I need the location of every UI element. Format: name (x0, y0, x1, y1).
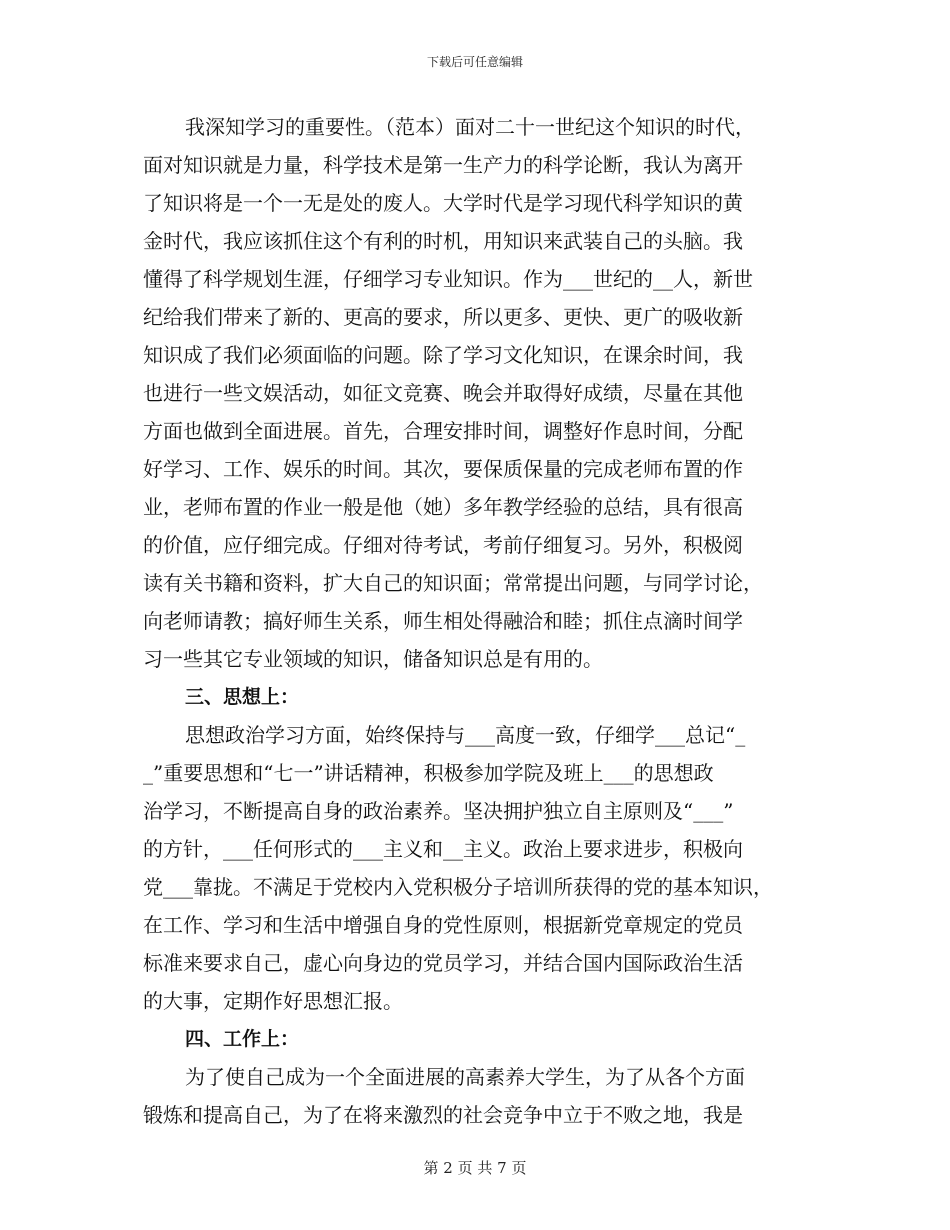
paragraph-line: 也进行一些文娱活动，如征文竞赛、晚会并取得好成绩，尽量在其他 (143, 381, 743, 405)
paragraph-line: 在工作、学习和生活中增强自身的党性原则，根据新党章规定的党员 (143, 913, 743, 937)
paragraph-line: 锻炼和提高自己，为了在将来激烈的社会竞争中立于不败之地，我是 (143, 1103, 743, 1127)
paragraph-line: 我深知学习的重要性。（范本）面对二十一世纪这个知识的时代， (185, 115, 755, 139)
paragraph-line: 为了使自己成为一个全面进展的高素养大学生，为了从各个方面 (185, 1065, 745, 1089)
paragraph-line: 习一些其它专业领域的知识，储备知识总是有用的。 (143, 647, 603, 671)
paragraph-line: 的方针，___任何形式的___主义和__主义。政治上要求进步，积极向 (143, 837, 743, 861)
paragraph-line: 面对知识就是力量，科学技术是第一生产力的科学论断，我认为离开 (143, 153, 743, 177)
paragraph-line: 的价值，应仔细完成。仔细对待考试，考前仔细复习。另外，积极阅 (143, 533, 743, 557)
section-heading-thought: 三、思想上： (185, 686, 300, 708)
paragraph-line: 读有关书籍和资料，扩大自己的知识面；常常提出问题，与同学讨论， (143, 571, 763, 595)
paragraph-line: 标准来要求自己，虚心向身边的党员学习，并结合国内国际政治生活 (143, 951, 743, 975)
paragraph-line: 方面也做到全面进展。首先，合理安排时间，调整好作息时间，分配 (143, 419, 743, 443)
section-heading-work: 四、工作上： (185, 1028, 300, 1050)
page-header-note: 下载后可任意编辑 (426, 55, 523, 69)
paragraph-line: 纪给我们带来了新的、更高的要求，所以更多、更快、更广的吸收新 (143, 305, 743, 329)
paragraph-line: 知识成了我们必须面临的问题。除了学习文化知识，在课余时间，我 (143, 343, 743, 367)
paragraph-line: 了知识将是一个一无是处的废人。大学时代是学习现代科学知识的黄 (143, 191, 743, 215)
paragraph-line: 金时代，我应该抓住这个有利的时机，用知识来武装自己的头脑。我 (143, 229, 743, 253)
paragraph-line: 业，老师布置的作业一般是他（她）多年教学经验的总结，具有很高 (143, 495, 743, 519)
paragraph-line: 懂得了科学规划生涯，仔细学习专业知识。作为___世纪的__人，新世 (143, 267, 753, 291)
paragraph-line: 向老师请教；搞好师生关系，师生相处得融洽和睦；抓住点滴时间学 (143, 609, 743, 633)
document-body (143, 108, 823, 1134)
paragraph-line: 的大事，定期作好思想汇报。 (143, 989, 403, 1013)
paragraph-line: 党___靠拢。不满足于党校内入党积极分子培训所获得的党的基本知识， (143, 875, 773, 899)
paragraph-line: 治学习，不断提高自身的政治素养。坚决拥护独立自主原则及“___” (143, 799, 734, 823)
paragraph-line: _”重要思想和“七一”讲话精神，积极参加学院及班上___的思想政 (143, 761, 714, 785)
paragraph-line: 思想政治学习方面，始终保持与___高度一致，仔细学___总记“_ (185, 723, 746, 747)
page-footer-number: 第 2 页 共 7 页 (423, 1159, 527, 1177)
paragraph-line: 好学习、工作、娱乐的时间。其次，要保质保量的完成老师布置的作 (143, 457, 743, 481)
